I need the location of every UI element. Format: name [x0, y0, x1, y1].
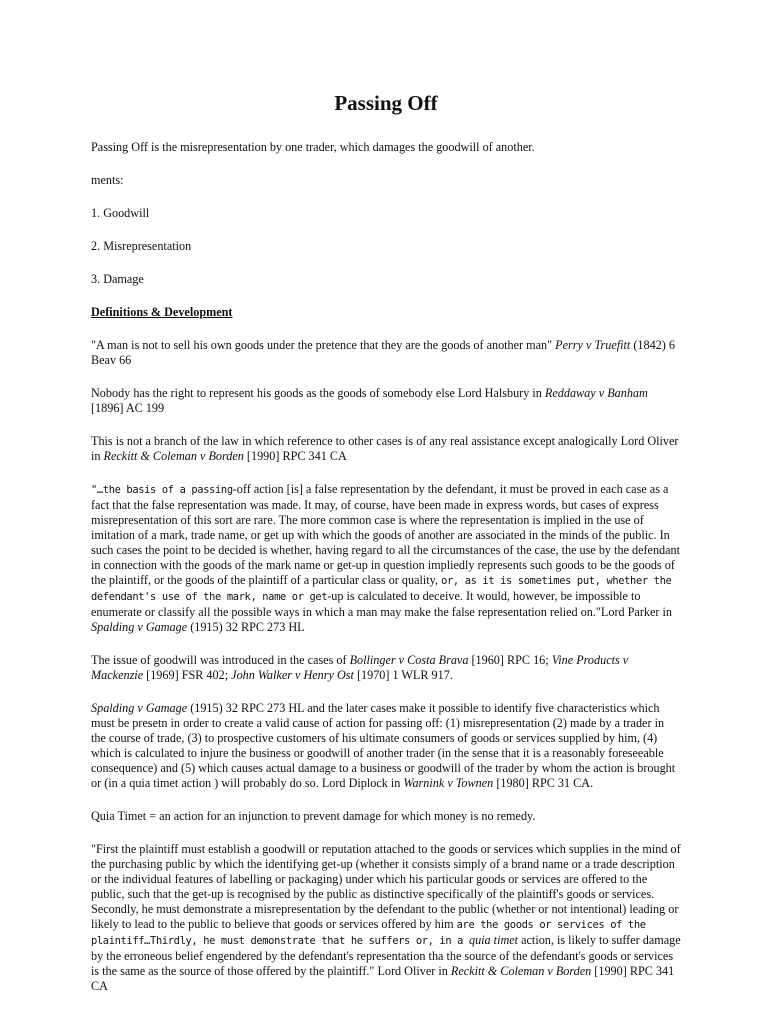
document-page: [91, 88, 681, 1012]
intro-paragraph: Passing Off is the misrepresentation by one trader, which damages the goodwill of another.: [91, 140, 535, 154]
paragraph-goodwill: The issue of goodwill was introduced in the cases of Bollinger v Costa Brava [1960] RPC 16; Vine Products v Mackenzie [1969] FSR 402; John Walker v Henry Ost [1970] 1 WLR 917.: [91, 653, 629, 682]
case-name: Spalding v Gamage: [91, 620, 188, 634]
case-name: Reckitt & Coleman v Borden: [103, 449, 244, 463]
case-name: Reckitt & Coleman v Borden: [450, 964, 592, 978]
case-name: quia timet: [468, 933, 519, 947]
element-goodwill: 1. Goodwill: [91, 206, 150, 220]
case-name: Bollinger v Costa Brava: [349, 653, 469, 667]
elements-label: ments:: [91, 173, 124, 187]
paragraph-perry: "A man is not to sell his own goods under the pretence that they are the goods of another man" Perry v Truefitt (1842) 6 Beav 66: [91, 338, 676, 367]
paragraph-halsbury: Nobody has the right to represent his goods as the goods of somebody else Lord Halsbury in Reddaway v Banham [1896] AC 199: [91, 386, 648, 415]
case-name: Vine Products v Mackenzie: [91, 653, 629, 682]
case-name: Perry v Truefitt: [555, 338, 631, 352]
case-name: Reddaway v Banham: [544, 386, 648, 400]
paragraph-quia-timet: Quia Timet = an action for an injunction to prevent damage for which money is no remedy.: [91, 809, 536, 823]
case-name: John Walker v Henry Ost: [231, 668, 354, 682]
element-damage: 3. Damage: [91, 272, 144, 286]
case-name: Spalding v Gamage: [91, 701, 188, 715]
paragraph-oliver: This is not a branch of the law in which reference to other cases is of any real assistance except analogically Lord Oliver in Reckitt & Coleman v Borden [1990] RPC 341 CA: [91, 434, 679, 463]
case-name: Warnink v Townen: [403, 776, 494, 790]
page-title: Passing Off: [334, 91, 438, 115]
paragraph-parker: "…the basis of a passing-off action [is] a false representation by the defendant, it must be proved in each case as a fact that the false representation was made. It may, of course, have been made in express words, but cases of express misrepresentation of this sort are rare. The more common case is where the representation is implied in the use of imitation of a mark, trade name, or get up with which the goods of another are associated in the minds of the public. In such cases the point to be decided is whether, having regard to all the circumstances of the case, the use by the defendant in connection with the goods of the mark name or get-up in question impliedly represents such goods to be the goods of the plaintiff, or the goods of the plaintiff of a particular class or quality, or, as it is sometimes put, whether the defendant's use of the mark, name or get-up is calculated to deceive. It would, however, be impossible to enumerate or classify all the possible ways in which a man may make the false representation relied on."Lord Parker in Spalding v Gamage (1915) 32 RPC 273 HL: [91, 482, 681, 634]
section-heading: Definitions & Development: [91, 305, 233, 319]
element-misrepresentation: 2. Misrepresentation: [91, 239, 192, 253]
paragraph-final: "First the plaintiff must establish a goodwill or reputation attached to the goods or services which supplies in the mind of the purchasing public by which the identifying get-up (whether it consists simply of a brand name or a trade description or the individual features of labelling or packaging) under which his particular goods or services are offered to the public, such that the get-up is recognised by the public as distinctive specifically of the plaintiff's goods or services. Secondly, he must demonstrate a misrepresentation by the defendant to the public (whether or not intentional) leading or likely to lead to the public to believe that goods or services offered by him are the goods or services of the plaintiff…Thirdly, he must demonstrate that he suffers or, in a quia timet action, is likely to suffer damage by the erroneous belief engendered by the defendant's representation tha the source of the defendant's goods or services is the same as the source of those offered by the plaintiff." Lord Oliver in Reckitt & Coleman v Borden [1990] RPC 341 CA: [91, 842, 681, 993]
paragraph-diplock: Spalding v Gamage (1915) 32 RPC 273 HL and the later cases make it possible to identify five characteristics which must be presetn in order to create a valid cause of action for passing off: (1) misrepresentation (2) made by a trader in the course of trade, (3) to prospective customers of his ultimate consumers of goods or services supplied by him, (4) which is calculated to injure the business or goodwill of another trader (in the sense that it is a reasonably foreseeable consequence) and (5) which causes actual damage to a business or goodwill of the trader by whom the action is brought or (in a quia timet action ) will probably do so. Lord Diplock in Warnink v Townen [1980] RPC 31 CA.: [91, 701, 676, 790]
